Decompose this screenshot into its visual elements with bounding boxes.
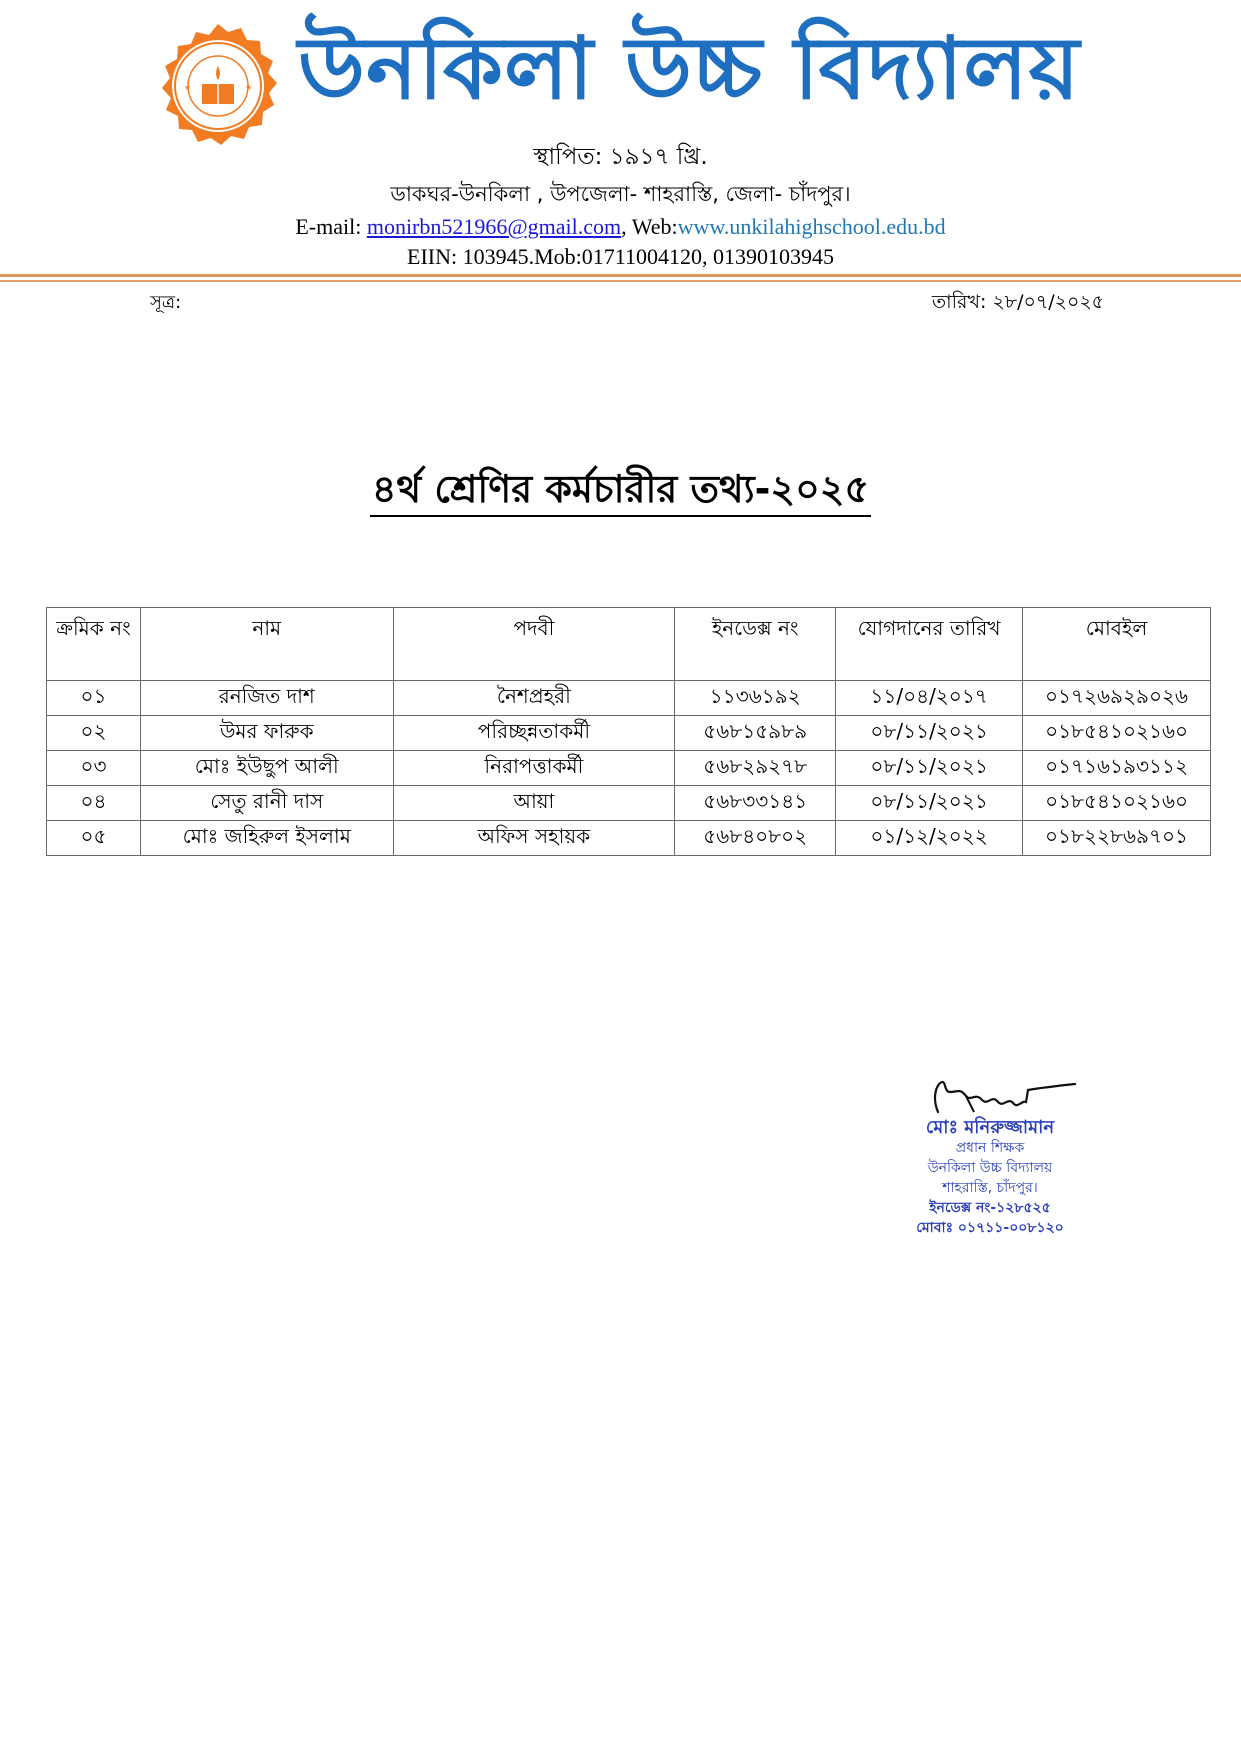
staff-table [46, 607, 1211, 856]
cell-name: সেতু রানী দাস [140, 786, 393, 821]
table-row [47, 716, 1211, 751]
contact-line [0, 214, 1241, 240]
signatory-designation: প্রধান শিক্ষক [955, 1140, 1025, 1156]
cell-joining-date: ১১/০৪/২০১৭ [836, 681, 1023, 716]
document-title-wrap [0, 460, 1241, 524]
cell-mobile: ০১৮৫৪১০২১৬০ [1023, 786, 1211, 821]
school-name: উনকিলা উচ্চ বিদ্যালয় [298, 19, 1081, 119]
col-name: নাম [140, 608, 393, 681]
website-link[interactable]: www.unkilahighschool.edu.bd [677, 214, 946, 239]
signatory-mobile: মোবাঃ ০১৭১১-০০৮১২০ [916, 1220, 1064, 1236]
cell-joining-date: ০৮/১১/২০২১ [836, 786, 1023, 821]
email-label: E-mail: [295, 214, 367, 239]
cell-serial: ০৫ [47, 821, 141, 856]
svg-text:★: ★ [245, 83, 253, 92]
email-link[interactable]: monirbn521966@gmail.com [366, 214, 622, 239]
cell-designation: পরিচ্ছন্নতাকর্মী [393, 716, 675, 751]
table-row [47, 751, 1211, 786]
cell-mobile: ০১৭১৬১৯৩১১২ [1023, 751, 1211, 786]
signatory-location: শাহরাস্তি, চাঁদপুর। [942, 1180, 1038, 1196]
table-row [47, 681, 1211, 716]
table-row [47, 786, 1211, 821]
cell-serial: ০১ [47, 681, 141, 716]
document-title: ৪র্থ শ্রেণির কর্মচারীর তথ্য-২০২৫ [370, 467, 871, 517]
cell-serial: ০৪ [47, 786, 141, 821]
header-divider [0, 274, 1241, 277]
cell-designation: আয়া [393, 786, 675, 821]
eiin-mobile-line: EIIN: 103945.Mob:01711004120, 01390103945 [407, 244, 834, 269]
school-address: ডাকঘর-উনকিলা , উপজেলা- শাহরাস্তি, জেলা- চাঁদপুর। [390, 182, 851, 206]
col-joining-date: যোগদানের তারিখ [836, 608, 1023, 681]
col-designation: পদবী [393, 608, 675, 681]
cell-name: রনজিত দাশ [140, 681, 393, 716]
cell-designation: নৈশপ্রহরী [393, 681, 675, 716]
table-header-row [47, 608, 1211, 681]
cell-joining-date: ০৮/১১/২০২১ [836, 751, 1023, 786]
reference-label: সূত্র: [150, 292, 182, 313]
cell-serial: ০২ [47, 716, 141, 751]
signature-icon [930, 1078, 1080, 1120]
svg-text:★: ★ [184, 83, 192, 92]
cell-index: ৫৬৮৩৩১৪১ [675, 786, 836, 821]
cell-index: ১১৩৬১৯২ [675, 681, 836, 716]
cell-joining-date: ০১/১২/২০২২ [836, 821, 1023, 856]
table-row [47, 821, 1211, 856]
signatory-index: ইনডেক্স নং-১২৮৫২৫ [929, 1200, 1051, 1216]
cell-mobile: ০১৭২৬৯২৯০২৬ [1023, 681, 1211, 716]
cell-name: উমর ফারুক [140, 716, 393, 751]
col-index: ইনডেক্স নং [675, 608, 836, 681]
cell-mobile: ০১৮২২৮৬৯৭০১ [1023, 821, 1211, 856]
document-date: তারিখ: ২৮/০৭/২০২৫ [931, 291, 1104, 313]
col-serial: ক্রমিক নং [47, 608, 141, 681]
cell-designation: নিরাপত্তাকর্মী [393, 751, 675, 786]
header-divider-secondary [0, 280, 1241, 282]
headmaster-stamp [880, 1118, 1100, 1238]
established-year: স্থাপিত: ১৯১৭ খ্রি. [533, 144, 708, 170]
cell-name: মোঃ জহিরুল ইসলাম [140, 821, 393, 856]
signatory-name: মোঃ মনিরুজ্জামান [925, 1117, 1055, 1138]
cell-joining-date: ০৮/১১/২০২১ [836, 716, 1023, 751]
cell-name: মোঃ ইউছুপ আলী [140, 751, 393, 786]
signatory-institution: উনকিলা উচ্চ বিদ্যালয় [927, 1160, 1053, 1176]
cell-index: ৫৬৮১৫৯৮৯ [675, 716, 836, 751]
cell-designation: অফিস সহায়ক [393, 821, 675, 856]
cell-index: ৫৬৮৪০৮০২ [675, 821, 836, 856]
cell-index: ৫৬৮২৯২৭৮ [675, 751, 836, 786]
col-mobile: মোবইল [1023, 608, 1211, 681]
web-label: , Web: [621, 214, 678, 239]
cell-mobile: ০১৮৫৪১০২১৬০ [1023, 716, 1211, 751]
cell-serial: ০৩ [47, 751, 141, 786]
